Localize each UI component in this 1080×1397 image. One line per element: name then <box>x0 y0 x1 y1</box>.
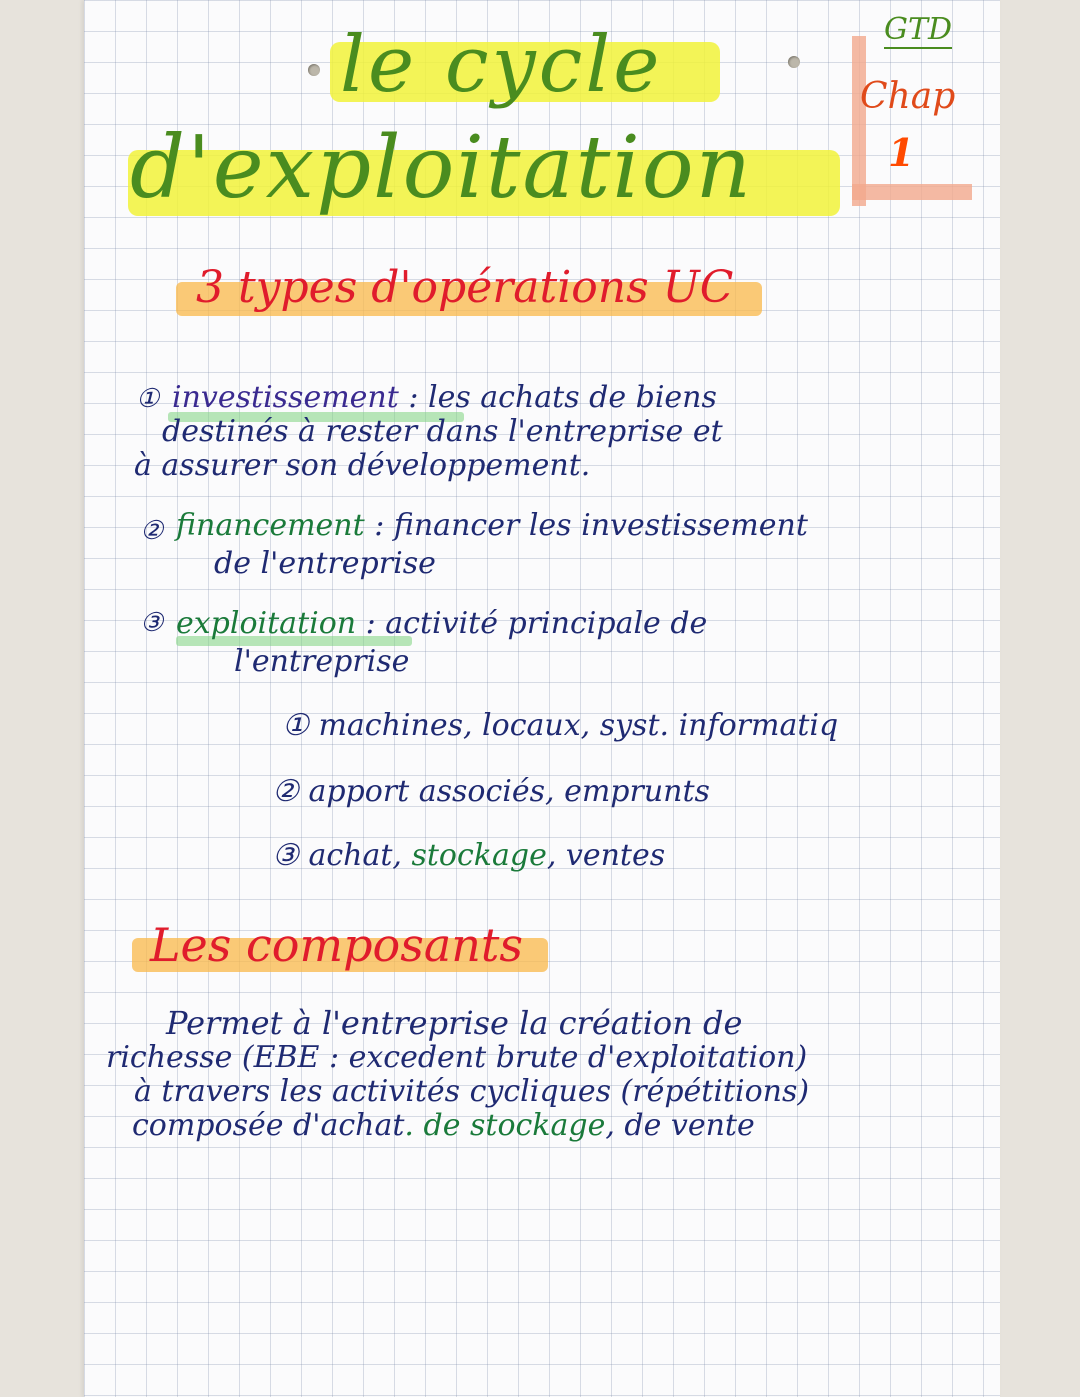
item-marker-2: ② <box>140 516 164 546</box>
example-1-text: machines, locaux, syst. informatiq <box>318 708 839 743</box>
example-1 <box>282 708 838 743</box>
item-1-line3: à assurer son développement. <box>134 448 591 483</box>
item-2-keyword: financement <box>176 508 365 543</box>
section2-line4-a: composée d'achat <box>132 1108 405 1143</box>
example-3: ③ achat, stockage, ventes <box>272 838 666 873</box>
example-3-text-c: ventes <box>565 838 666 873</box>
item-2-text: : financer les investissement <box>364 508 808 543</box>
example-3-text-b: stockage <box>411 838 547 873</box>
punch-hole-right <box>788 56 800 68</box>
item-3-line2: l'entreprise <box>234 644 410 679</box>
page-title-line2: d'exploitation <box>130 118 753 218</box>
item-2-line2: de l'entreprise <box>214 546 436 581</box>
item-marker-1: ① <box>136 384 160 414</box>
section2-line3: à travers les activités cycliques (répétitions) <box>134 1074 810 1109</box>
item-1-keyword: investissement <box>172 380 399 415</box>
item-3-line1 <box>176 606 707 641</box>
subject-label: GTD <box>884 12 953 47</box>
chapter-label: Chap <box>860 76 956 117</box>
section1-heading: 3 types d'opérations UC <box>196 262 734 313</box>
corner-bracket-vertical <box>852 36 866 206</box>
item-1-line2: destinés à rester dans l'entreprise et <box>162 414 723 449</box>
section2-heading: Les composants <box>150 918 523 972</box>
item-3-text: : activité principale de <box>356 606 708 641</box>
example-2 <box>272 774 710 809</box>
example-2-text: apport associés, emprunts <box>308 774 710 809</box>
item-1-text: : les achats de biens <box>398 380 717 415</box>
example-3-marker: ③ <box>272 838 299 873</box>
item-1-line1 <box>172 380 717 415</box>
section2-line4-c: , de vente <box>605 1108 755 1143</box>
chapter-number: 1 <box>888 130 915 175</box>
example-1-marker: ① <box>282 708 309 743</box>
item-3-keyword: exploitation <box>176 606 357 641</box>
section2-line2: richesse (EBE : excedent brute d'exploitation) <box>106 1040 808 1075</box>
punch-hole-left <box>308 64 320 76</box>
section2-line1: Permet à l'entreprise la création de <box>166 1004 743 1042</box>
section2-line4-b: . de stockage <box>404 1108 606 1143</box>
section2-line4 <box>132 1108 755 1143</box>
example-2-marker: ② <box>272 774 299 809</box>
item-2-line1 <box>176 508 808 543</box>
corner-bracket-horizontal <box>852 184 972 200</box>
page-title-line1: le cycle <box>340 20 663 110</box>
example-3-text-a: achat <box>308 838 393 873</box>
item-marker-3: ③ <box>140 608 164 638</box>
